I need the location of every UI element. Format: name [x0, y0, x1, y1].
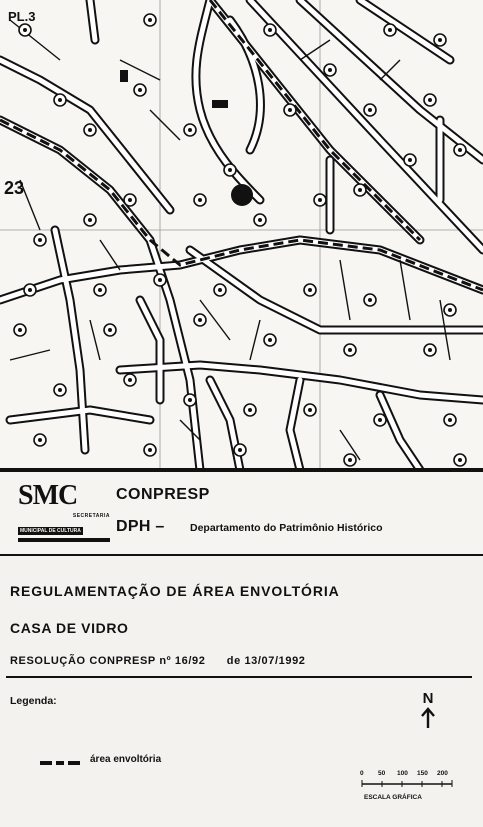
lot-marker-dot [358, 188, 362, 192]
lot-marker-dot [218, 288, 222, 292]
building-block [120, 70, 128, 82]
smc-logo-bar [18, 538, 110, 542]
resolution-number: RESOLUÇÃO CONPRESP nº 16/92 [10, 655, 206, 667]
scale-tick: 0 [360, 770, 364, 777]
lot-marker-dot [388, 28, 392, 32]
scale-label: ESCALA GRÁFICA [364, 794, 422, 801]
lot-marker-dot [308, 408, 312, 412]
lot-marker-dot [128, 198, 132, 202]
lot-marker-dot [368, 298, 372, 302]
dph-label: DPH – [116, 518, 165, 535]
lot-marker-dot [368, 108, 372, 112]
lot-boundary [10, 20, 60, 60]
lot-marker-dot [88, 128, 92, 132]
lot-marker-dot [58, 388, 62, 392]
scale-tick: 200 [437, 770, 448, 777]
legend-envelope-swatch [40, 760, 86, 766]
street [190, 250, 483, 330]
lot-boundary [150, 110, 180, 140]
sheet-number: 23 [4, 178, 25, 198]
lot-marker-dot [108, 328, 112, 332]
lot-marker-dot [288, 108, 292, 112]
lot-marker-dot [448, 308, 452, 312]
lot-marker-dot [318, 198, 322, 202]
lot-marker-dot [428, 348, 432, 352]
north-letter: N [422, 690, 434, 707]
lot-marker-dot [348, 348, 352, 352]
north-arrow-icon [420, 707, 436, 729]
lot-marker-dot [458, 148, 462, 152]
lot-marker-dot [258, 218, 262, 222]
lot-marker-dot [148, 18, 152, 22]
street-outline [190, 250, 483, 330]
resolution-date-prefix: de [226, 655, 241, 667]
scale-tick: 150 [417, 770, 428, 777]
building-block [212, 100, 228, 108]
document-title: REGULAMENTAÇÃO DE ÁREA ENVOLTÓRIA [10, 583, 340, 599]
lot-marker-dot [98, 288, 102, 292]
lot-marker-dot [438, 38, 442, 42]
lot-marker-dot [378, 418, 382, 422]
smc-logo-text: SMC [18, 480, 78, 511]
document-subtitle: CASA DE VIDRO [10, 620, 129, 636]
institution-header [0, 470, 483, 556]
smc-logo-subtitle-2: MUNICIPAL DE CULTURA [20, 528, 81, 534]
lot-marker-dot [188, 398, 192, 402]
resolution-line [10, 655, 306, 667]
lot-marker-dot [228, 168, 232, 172]
lot-marker-dot [58, 98, 62, 102]
lot-marker-dot [23, 28, 27, 32]
lot-marker-dot [348, 458, 352, 462]
lot-marker-dot [428, 98, 432, 102]
lot-marker-dot [38, 238, 42, 242]
lot-marker-dot [138, 88, 142, 92]
scale-tick: 50 [378, 770, 386, 777]
street [360, 0, 450, 60]
scale-tick: 100 [397, 770, 408, 777]
lot-marker-dot [238, 448, 242, 452]
legend-title: Legenda: [10, 695, 57, 707]
legend-envelope-label: área envoltória [90, 754, 162, 765]
conpresp-label: CONPRESP [116, 486, 210, 503]
lot-marker-dot [38, 438, 42, 442]
plate-label: PL.3 [8, 9, 36, 24]
lot-marker-dot [28, 288, 32, 292]
lot-marker-dot [188, 128, 192, 132]
lot-boundary [90, 320, 100, 360]
lot-marker-dot [158, 278, 162, 282]
lot-boundary [250, 320, 260, 360]
smc-logo [18, 482, 110, 542]
lot-marker-dot [128, 378, 132, 382]
lot-marker-dot [198, 198, 202, 202]
lot-boundary [340, 260, 350, 320]
street [250, 0, 483, 250]
north-indicator [414, 690, 442, 734]
lot-marker-dot [268, 338, 272, 342]
lot-marker-dot [408, 158, 412, 162]
resolution-date: 13/07/1992 [244, 655, 306, 667]
lot-marker-dot [198, 318, 202, 322]
lot-marker-dot [18, 328, 22, 332]
lot-boundary [10, 350, 50, 360]
lot-boundary [400, 260, 410, 320]
lot-marker-dot [88, 218, 92, 222]
dph-description: Departamento do Patrimônio Histórico [190, 522, 383, 534]
smc-logo-subtitle-1: SECRETARIA [72, 513, 110, 519]
lot-marker-dot [328, 68, 332, 72]
lot-boundary [100, 240, 120, 270]
lot-marker-dot [308, 288, 312, 292]
lot-marker-dot [448, 418, 452, 422]
resolution-rule [6, 676, 472, 678]
lot-boundary [300, 40, 330, 60]
lot-marker-dot [458, 458, 462, 462]
casa-de-vidro-mark [231, 184, 253, 206]
lot-marker-dot [248, 408, 252, 412]
lot-marker-dot [148, 448, 152, 452]
lot-marker-dot [268, 28, 272, 32]
